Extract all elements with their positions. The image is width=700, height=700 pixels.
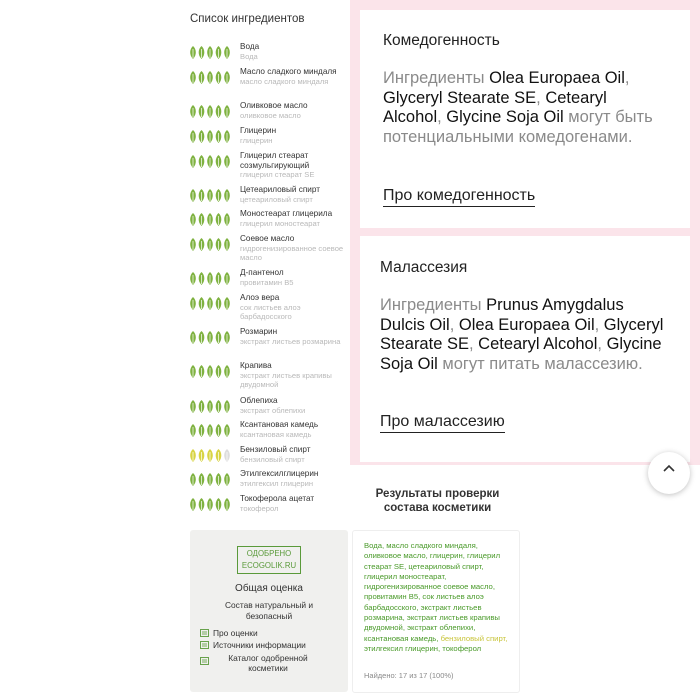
leaf-rating-icon (189, 498, 233, 512)
list-item-text (240, 396, 352, 415)
malassezia-title: Малассезия (380, 259, 468, 276)
separator: , (437, 108, 447, 127)
ingredient-name: Д-пантенол (240, 268, 284, 277)
results-title: Результаты проверки состава косметики (375, 488, 500, 514)
comedogenic-prefix: Ингредиенты (383, 69, 490, 87)
ingredient-inci: провитамин B5 (240, 277, 294, 287)
ingredient-name: Глицерил стеарат созмульгирующий (240, 151, 310, 170)
malassezia-ingredient: Glyceryl Stearate SE (380, 315, 664, 354)
assessment-panel (190, 530, 348, 692)
list-icon (200, 641, 209, 650)
assessment-title: Общая оценка (235, 583, 303, 594)
ingredient-inci: глицерил моностеарат (240, 218, 321, 228)
list-item-text (240, 445, 352, 464)
list-item-text (240, 494, 352, 513)
leaf-rating-icon (189, 213, 233, 227)
link-sources-label: Источники информации (213, 640, 306, 650)
ingredient-inci: экстракт листьев розмарина (240, 336, 341, 346)
leaf-rating-icon (189, 400, 233, 414)
comedogenic-ingredient: Glyceryl Stearate SE (383, 88, 537, 107)
list-item-text (240, 67, 352, 86)
leaf-rating-icon (189, 155, 233, 169)
ingredient-inci: гидрогенизированное соевое масло (240, 243, 344, 262)
leaf-rating-icon (189, 449, 233, 463)
list-item-text (240, 327, 352, 346)
ingredient-list-title: Список ингредиентов (190, 13, 305, 25)
list-item-text (240, 101, 352, 120)
scroll-top-button[interactable] (648, 452, 690, 494)
comedogenic-card (360, 10, 690, 228)
leaf-rating-icon (189, 238, 233, 252)
comedogenic-text (383, 69, 668, 148)
ingredient-inci: глицерил стеарат SE (240, 170, 315, 179)
results-box (352, 530, 520, 693)
list-item-text (240, 469, 352, 488)
ingredient-name: Оливковое масло (240, 101, 308, 110)
list-item-text (240, 234, 352, 262)
ingredient-name: Крапива (240, 361, 272, 370)
comedogenic-link[interactable]: Про комедогенность (383, 187, 535, 207)
ingredient-list (187, 0, 352, 525)
separator: , (594, 315, 604, 334)
list-item-text (240, 126, 352, 145)
ingredient-name: Бензиловый спирт (240, 445, 311, 454)
malassezia-ingredient: Olea Europaea Oil (458, 315, 595, 334)
separator: , (597, 335, 607, 354)
separator: , (624, 69, 630, 87)
comedogenic-ingredient: Olea Europaea Oil (489, 69, 625, 87)
badge-line-1: ОДОБРЕНО (246, 549, 292, 558)
leaf-rating-icon (189, 71, 233, 85)
comedogenic-ingredient: Cetearyl Alcohol (383, 88, 607, 127)
chevron-up-icon (663, 461, 675, 475)
leaf-rating-icon (189, 365, 233, 379)
ingredient-name: Вода (240, 42, 260, 51)
comedogenic-title: Комедогенность (383, 32, 500, 49)
ingredient-name: Масло сладкого миндаля (240, 67, 337, 76)
ingredient-name: Этилгексилглицерин (240, 469, 319, 478)
list-item-text (240, 151, 352, 179)
results-found: Найдено: 17 из 17 (100%) (364, 671, 454, 680)
ingredient-inci: экстракт листьев крапивы двудомной (240, 370, 332, 389)
list-item-text (240, 420, 352, 439)
results-text-green-end: этилгексил глицерин, токоферол (364, 643, 482, 653)
assessment-description: Состав натуральный и безопасный (224, 600, 314, 621)
list-item-text (240, 268, 352, 287)
list-item-text (240, 293, 352, 321)
malassezia-suffix: могут питать малассезию. (437, 355, 643, 374)
ingredient-inci: токоферол (240, 503, 279, 513)
ingredient-inci: этилгексил глицерин (240, 478, 314, 488)
ingredient-inci: масло сладкого миндаля (240, 76, 329, 86)
ingredient-name: Токоферола ацетат (240, 494, 315, 503)
link-catalog-label: Каталог одобренной косметики (228, 653, 308, 673)
list-icon (200, 629, 209, 638)
malassezia-link[interactable]: Про малассезию (380, 413, 505, 433)
list-item-text (240, 361, 352, 389)
separator: , (449, 315, 459, 334)
leaf-rating-icon (189, 105, 233, 119)
leaf-rating-icon (189, 424, 233, 438)
ingredient-inci: экстракт облепихи (240, 405, 306, 415)
malassezia-prefix: Ингредиенты (380, 296, 487, 314)
malassezia-ingredient: Glycine Soja Oil (380, 335, 662, 374)
ingredient-inci: оливковое масло (240, 110, 301, 120)
ingredient-inci: Вода (240, 51, 258, 61)
leaf-rating-icon (189, 272, 233, 286)
list-icon (200, 657, 209, 666)
leaf-rating-icon (189, 189, 233, 203)
ingredient-name: Соевое масло (240, 234, 295, 243)
ingredient-name: Цетеариловый спирт (240, 185, 320, 194)
ingredient-name: Глицерин (240, 126, 277, 135)
malassezia-ingredient: Cetearyl Alcohol (478, 335, 598, 354)
malassezia-text (380, 296, 665, 375)
ingredient-name: Розмарин (240, 327, 278, 336)
malassezia-card (360, 236, 690, 462)
results-text-green: Вода, масло сладкого миндаля, оливковое масло, глицерин, глицерил стеарат SE, цетеариловый спирт, глицерил моностеарат, гидрогенизированное соевое масло, провитамин B5, сок листьев алоэ барбадосского, экстракт листьев розмарина, экстракт листьев крапивы двудомной, экстракт облепихи, ксантановая камедь, (364, 541, 501, 643)
separator: , (536, 88, 546, 107)
ingredient-inci: бензиловый спирт (240, 454, 305, 464)
leaf-rating-icon (189, 297, 233, 311)
link-ratings-label: Про оценки (213, 628, 258, 638)
badge-line-2: ECOGOLIK.RU (241, 561, 297, 570)
ingredient-inci: глицерин (240, 135, 273, 145)
leaf-rating-icon (189, 46, 233, 60)
results-ingredients (364, 541, 514, 654)
ingredient-name: Моностеарат глицерила (240, 209, 333, 218)
malassezia-ingredient: Prunus Amygdalus Dulcis Oil (380, 296, 624, 334)
results-text-yellow: бензиловый спирт, (440, 633, 508, 643)
leaf-rating-icon (189, 331, 233, 345)
list-item-text (240, 209, 352, 228)
comedogenic-ingredient: Glycine Soja Oil (446, 108, 564, 127)
ingredient-name: Алоэ вера (240, 293, 280, 302)
comedogenic-suffix: могут быть потенциальными комедогенами. (383, 108, 653, 147)
separator: , (468, 335, 479, 354)
leaf-rating-icon (189, 130, 233, 144)
ingredient-inci: ксантановая камедь (240, 429, 312, 439)
ingredient-name: Ксантановая камедь (240, 420, 319, 429)
leaf-rating-icon (189, 473, 233, 487)
list-item-text (240, 185, 352, 204)
ingredient-inci: цетеариловый спирт (240, 194, 313, 204)
ingredient-inci: сок листьев алоэ барбадосского (240, 302, 301, 321)
list-item-text (240, 42, 352, 61)
ingredient-name: Облепиха (240, 396, 278, 405)
approved-badge (237, 546, 301, 574)
